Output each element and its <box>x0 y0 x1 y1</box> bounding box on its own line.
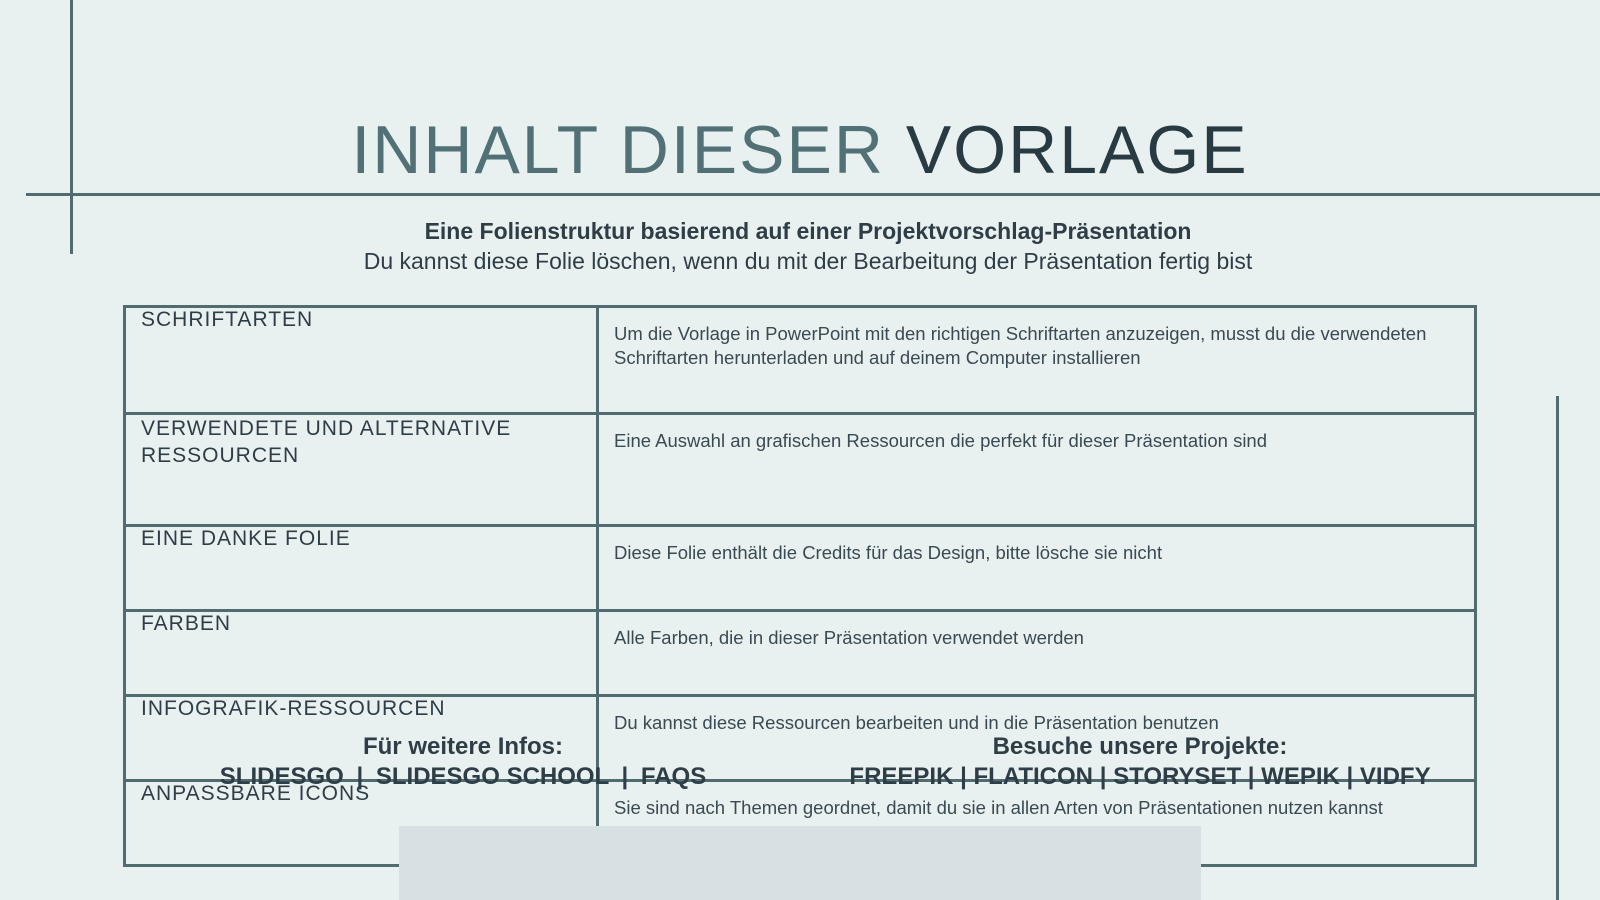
image-placeholder-box <box>399 826 1201 900</box>
link-freepik[interactable]: FREEPIK <box>849 763 954 790</box>
link-slidesgo-school[interactable]: SLIDESGO SCHOOL <box>375 763 609 790</box>
table-row <box>125 414 1476 526</box>
slide-title-part2: VORLAGE <box>905 112 1249 188</box>
row-description: Sie sind nach Themen geordnet, damit du sie in allen Arten von Präsentationen nutzen kannst <box>598 781 1476 866</box>
subtitle-bold: Eine Folienstruktur basierend auf einer Projektvorschlag-Präsentation <box>424 218 1192 244</box>
table-row <box>125 526 1476 611</box>
link-vidfy[interactable]: VIDFY <box>1359 763 1431 790</box>
row-key: VERWENDETE UND ALTERNATIVE RESSOURCEN <box>125 414 598 526</box>
row-key: EINE DANKE FOLIE <box>125 526 598 611</box>
link-storyset[interactable]: STORYSET <box>1113 763 1242 790</box>
link-separator: | <box>356 763 364 790</box>
subtitle-normal: Du kannst diese Folie löschen, wenn du mit der Bearbeitung der Präsentation fertig bist <box>363 248 1253 274</box>
link-separator: | <box>1099 763 1107 790</box>
info-links-block <box>213 732 713 792</box>
link-separator: | <box>1247 763 1255 790</box>
row-key: FARBEN <box>125 611 598 696</box>
row-description: Diese Folie enthält die Credits für das Design, bitte lösche sie nicht <box>598 526 1476 611</box>
row-key: ANPASSBARE ICONS <box>125 781 598 866</box>
slide-subtitle <box>0 216 1600 276</box>
link-flaticon[interactable]: FLATICON <box>973 763 1094 790</box>
link-faqs[interactable]: FAQS <box>640 763 707 790</box>
info-links-list <box>213 762 713 792</box>
link-wepik[interactable]: WEPIK <box>1261 763 1340 790</box>
link-slidesgo[interactable]: SLIDESGO <box>219 763 344 790</box>
project-links-label: Besuche unsere Projekte: <box>992 733 1288 760</box>
row-description: Um die Vorlage in PowerPoint mit den richtigen Schriftarten anzuzeigen, musst du die verwendeten Schriftarten herunterladen und auf deinem Computer installieren <box>598 307 1476 414</box>
decorative-horizontal-line <box>26 193 1600 196</box>
slide-title <box>0 110 1600 190</box>
row-description: Du kannst diese Ressourcen bearbeiten und in die Präsentation benutzen <box>598 696 1476 781</box>
row-description: Alle Farben, die in dieser Präsentation verwendet werden <box>598 611 1476 696</box>
decorative-vertical-line-right <box>1556 396 1559 900</box>
row-description: Eine Auswahl an grafischen Ressourcen die perfekt für dieser Präsentation sind <box>598 414 1476 526</box>
link-separator: | <box>960 763 967 790</box>
link-separator: | <box>1346 763 1354 790</box>
table-row <box>125 307 1476 414</box>
link-separator: | <box>621 763 629 790</box>
row-key: SCHRIFTARTEN <box>125 307 598 414</box>
table-row <box>125 611 1476 696</box>
slide-title-part1: INHALT DIESER <box>351 112 906 188</box>
info-links-label: Für weitere Infos: <box>362 733 564 760</box>
project-links-list <box>845 762 1435 792</box>
row-key: INFOGRAFIK-RESSOURCEN <box>125 696 598 781</box>
project-links-block <box>845 732 1435 792</box>
